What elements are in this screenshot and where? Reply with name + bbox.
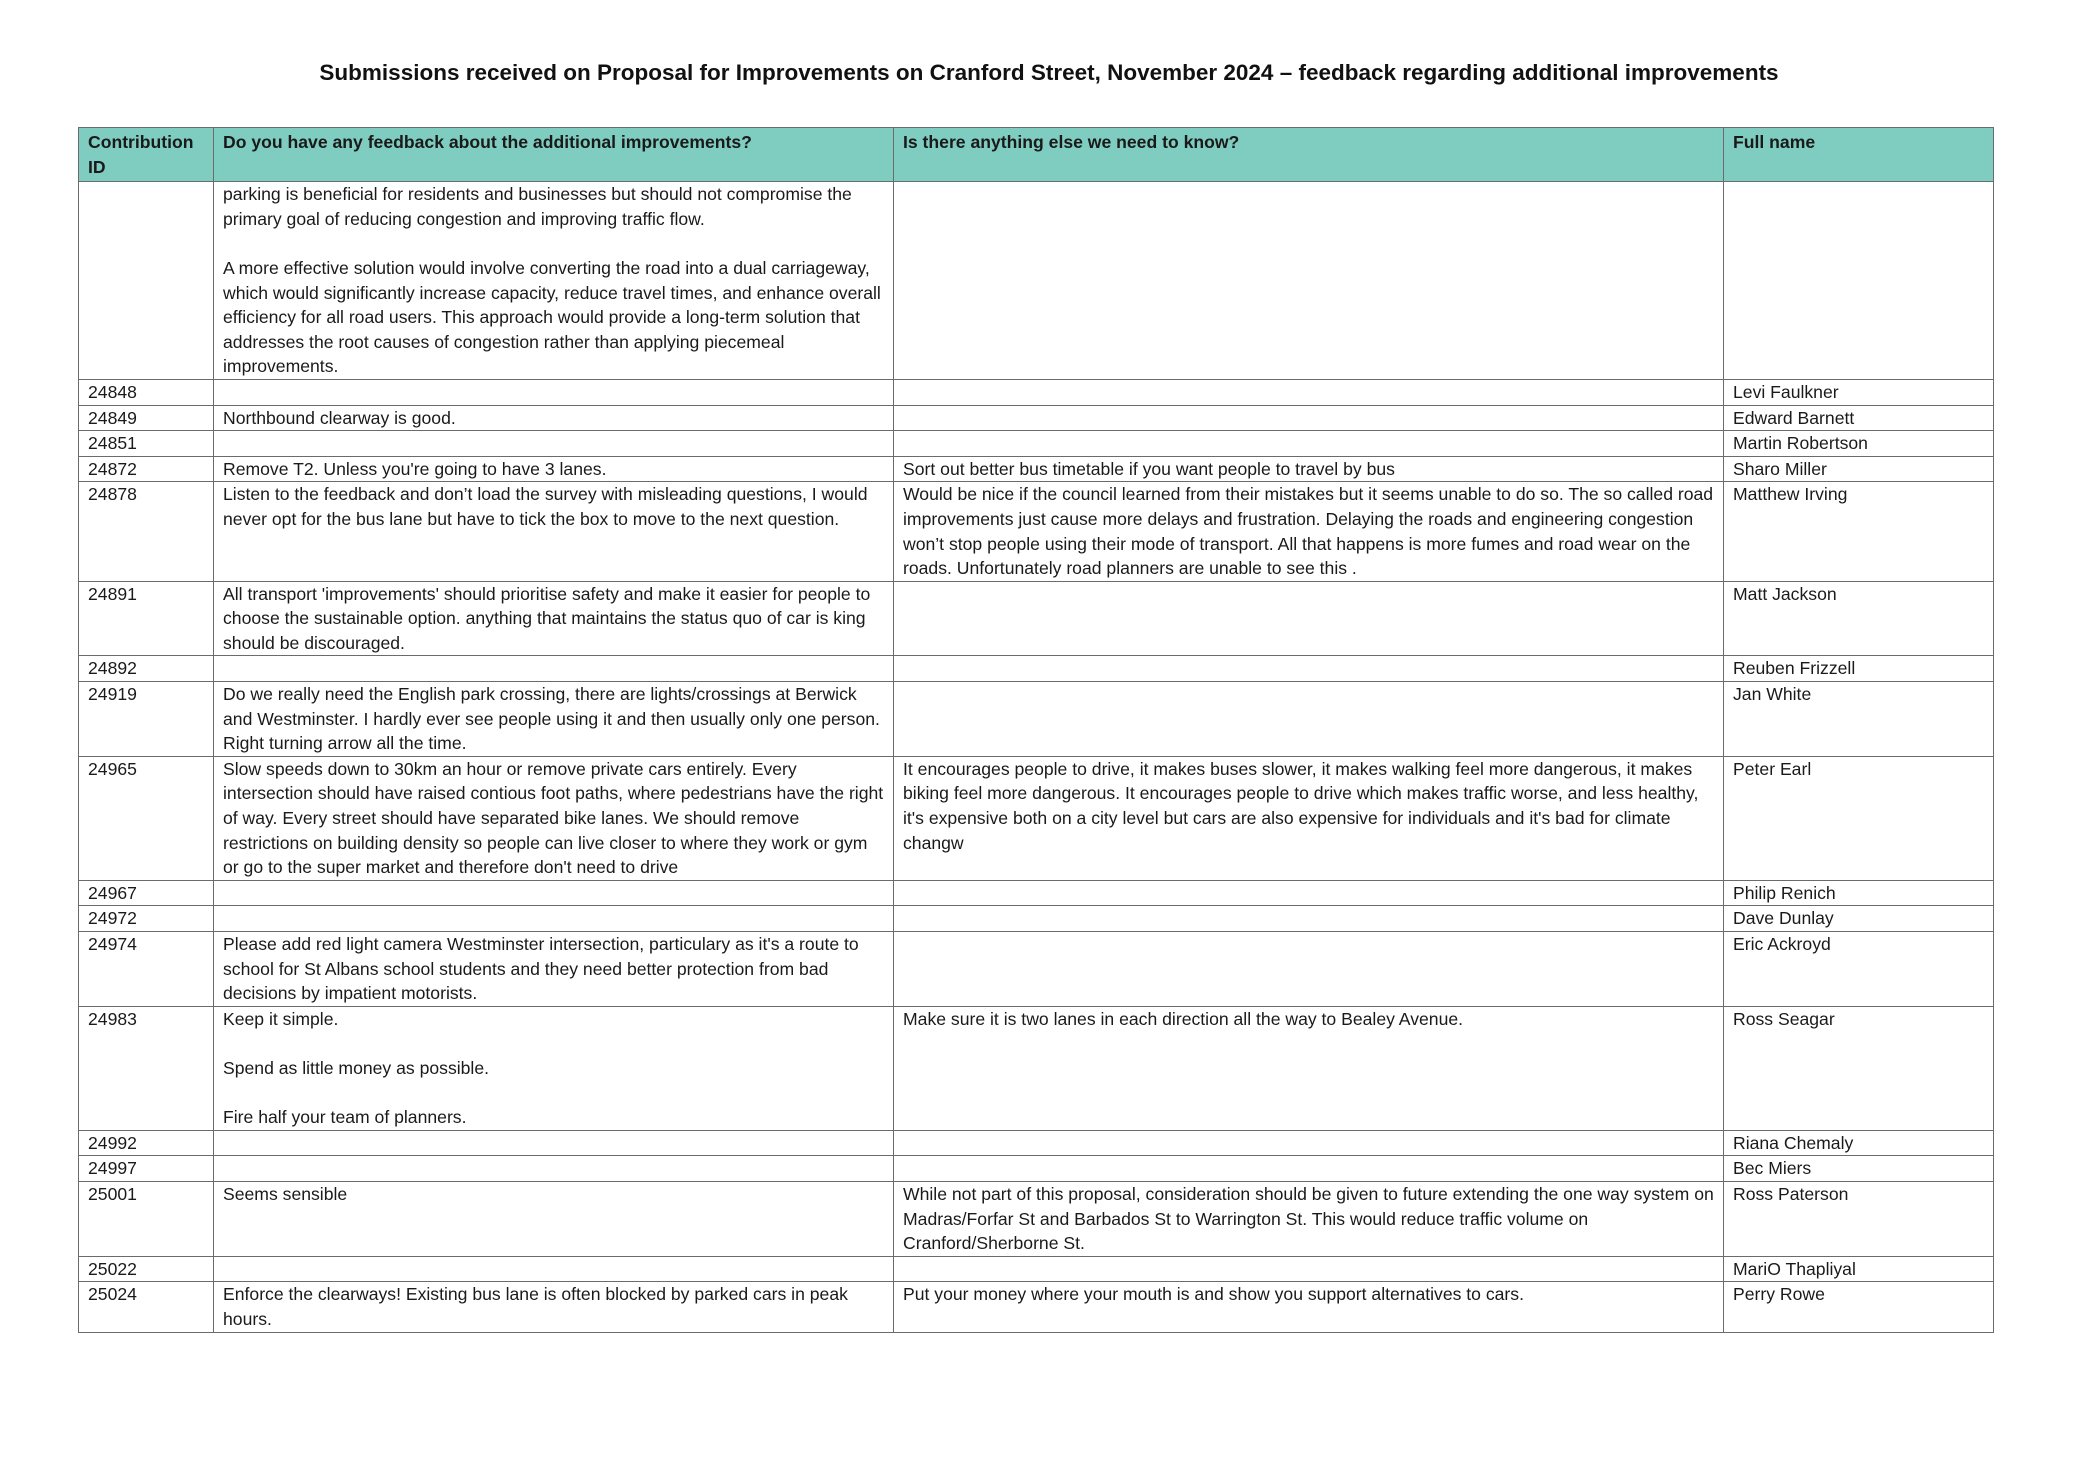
cell-anything-else [894, 379, 1724, 405]
cell-anything-else [894, 656, 1724, 682]
table-row [79, 456, 1994, 482]
table-row [79, 379, 1994, 405]
table-row [79, 405, 1994, 431]
cell-contribution-id: 24919 [79, 682, 214, 757]
cell-anything-else [894, 906, 1724, 932]
cell-full-name: Matt Jackson [1724, 581, 1994, 656]
cell-feedback [214, 1130, 894, 1156]
cell-contribution-id: 24878 [79, 482, 214, 581]
cell-contribution-id: 24967 [79, 880, 214, 906]
cell-feedback: Slow speeds down to 30km an hour or remove private cars entirely. Every intersection should have raised contious foot paths, where pedestrians have the right of way. Every street should have separated bike lanes. We should remove restrictions on building density so people can live closer to where they work or gym or go to the super market and therefore don't need to drive [214, 756, 894, 880]
cell-feedback: parking is beneficial for residents and businesses but should not compromise the primary goal of reducing congestion and improving traffic flow. A more effective solution would involve converting the road into a dual carriageway, which would significantly increase capacity, reduce travel times, and enhance overall efficiency for all road users. This approach would provide a long-term solution that addresses the root causes of congestion rather than applying piecemeal improvements. [214, 182, 894, 380]
cell-full-name: Levi Faulkner [1724, 379, 1994, 405]
table-row [79, 1006, 1994, 1130]
cell-full-name: Ross Seagar [1724, 1006, 1994, 1130]
table-row [79, 880, 1994, 906]
cell-contribution-id: 24848 [79, 379, 214, 405]
cell-feedback: Remove T2. Unless you're going to have 3 lanes. [214, 456, 894, 482]
cell-feedback: Please add red light camera Westminster intersection, particulary as it's a route to school for St Albans school students and they need better protection from bad decisions by impatient motorists. [214, 932, 894, 1007]
cell-contribution-id: 24992 [79, 1130, 214, 1156]
table-row [79, 431, 1994, 457]
cell-contribution-id: 24972 [79, 906, 214, 932]
cell-full-name: MariO Thapliyal [1724, 1256, 1994, 1282]
cell-feedback: Seems sensible [214, 1181, 894, 1256]
header-full-name: Full name [1724, 128, 1994, 182]
page-title: Submissions received on Proposal for Improvements on Cranford Street, November 2024 – feedback regarding additional improvements [319, 60, 1779, 85]
cell-feedback [214, 1256, 894, 1282]
table-row [79, 906, 1994, 932]
cell-full-name [1724, 182, 1994, 380]
cell-full-name: Philip Renich [1724, 880, 1994, 906]
cell-contribution-id [79, 182, 214, 380]
cell-feedback [214, 379, 894, 405]
cell-full-name: Sharo Miller [1724, 456, 1994, 482]
cell-contribution-id: 24891 [79, 581, 214, 656]
cell-anything-else: Put your money where your mouth is and show you support alternatives to cars. [894, 1282, 1724, 1332]
cell-contribution-id: 24892 [79, 656, 214, 682]
cell-full-name: Peter Earl [1724, 756, 1994, 880]
cell-full-name: Jan White [1724, 682, 1994, 757]
table-row [79, 932, 1994, 1007]
table-row [79, 682, 1994, 757]
cell-anything-else [894, 182, 1724, 380]
cell-contribution-id: 25024 [79, 1282, 214, 1332]
cell-feedback: Enforce the clearways! Existing bus lane is often blocked by parked cars in peak hours. [214, 1282, 894, 1332]
header-contribution-id: Contribution ID [79, 128, 214, 182]
table-row [79, 581, 1994, 656]
table-row [79, 1130, 1994, 1156]
cell-feedback: Northbound clearway is good. [214, 405, 894, 431]
cell-feedback: Do we really need the English park crossing, there are lights/crossings at Berwick and Westminster. I hardly ever see people using it and then usually only one person. Right turning arrow all the time. [214, 682, 894, 757]
cell-feedback [214, 656, 894, 682]
cell-anything-else [894, 1256, 1724, 1282]
cell-anything-else [894, 405, 1724, 431]
cell-full-name: Bec Miers [1724, 1156, 1994, 1182]
table-row [79, 482, 1994, 581]
cell-full-name: Martin Robertson [1724, 431, 1994, 457]
cell-contribution-id: 24965 [79, 756, 214, 880]
cell-feedback [214, 906, 894, 932]
header-anything-else: Is there anything else we need to know? [894, 128, 1724, 182]
table-body [79, 182, 1994, 1332]
cell-contribution-id: 24997 [79, 1156, 214, 1182]
cell-contribution-id: 25001 [79, 1181, 214, 1256]
cell-contribution-id: 24872 [79, 456, 214, 482]
cell-anything-else [894, 880, 1724, 906]
cell-feedback: Listen to the feedback and don’t load the survey with misleading questions, I would never opt for the bus lane but have to tick the box to move to the next question. [214, 482, 894, 581]
cell-anything-else: Would be nice if the council learned from their mistakes but it seems unable to do so. The so called road improvements just cause more delays and frustration. Delaying the roads and engineering congestion won’t stop people using their mode of transport. All that happens is more fumes and road wear on the roads. Unfortunately road planners are unable to see this . [894, 482, 1724, 581]
table-row [79, 656, 1994, 682]
cell-anything-else: It encourages people to drive, it makes buses slower, it makes walking feel more dangerous, it makes biking feel more dangerous. It encourages people to drive which makes traffic worse, and less healthy, it's expensive both on a city level but cars are also expensive for individuals and it's bad for climate changw [894, 756, 1724, 880]
cell-full-name: Ross Paterson [1724, 1181, 1994, 1256]
table-header-row [79, 128, 1994, 182]
cell-full-name: Eric Ackroyd [1724, 932, 1994, 1007]
cell-anything-else [894, 932, 1724, 1007]
cell-feedback [214, 431, 894, 457]
cell-contribution-id: 24849 [79, 405, 214, 431]
cell-full-name: Riana Chemaly [1724, 1130, 1994, 1156]
cell-full-name: Matthew Irving [1724, 482, 1994, 581]
cell-anything-else [894, 431, 1724, 457]
cell-anything-else [894, 1156, 1724, 1182]
table-row [79, 1156, 1994, 1182]
cell-anything-else: Sort out better bus timetable if you want people to travel by bus [894, 456, 1724, 482]
cell-anything-else: While not part of this proposal, consideration should be given to future extending the one way system on Madras/Forfar St and Barbados St to Warrington St. This would reduce traffic volume on Cranford/Sherborne St. [894, 1181, 1724, 1256]
submissions-table [78, 127, 1994, 1333]
cell-anything-else [894, 1130, 1724, 1156]
cell-contribution-id: 24851 [79, 431, 214, 457]
table-row [79, 1181, 1994, 1256]
cell-feedback [214, 880, 894, 906]
cell-feedback [214, 1156, 894, 1182]
cell-contribution-id: 25022 [79, 1256, 214, 1282]
cell-feedback: Keep it simple. Spend as little money as possible. Fire half your team of planners. [214, 1006, 894, 1130]
cell-full-name: Dave Dunlay [1724, 906, 1994, 932]
cell-full-name: Perry Rowe [1724, 1282, 1994, 1332]
table-row [79, 182, 1994, 380]
cell-anything-else: Make sure it is two lanes in each direction all the way to Bealey Avenue. [894, 1006, 1724, 1130]
cell-contribution-id: 24974 [79, 932, 214, 1007]
cell-anything-else [894, 682, 1724, 757]
cell-contribution-id: 24983 [79, 1006, 214, 1130]
cell-anything-else [894, 581, 1724, 656]
table-row [79, 756, 1994, 880]
header-feedback: Do you have any feedback about the additional improvements? [214, 128, 894, 182]
table-row [79, 1256, 1994, 1282]
table-row [79, 1282, 1994, 1332]
cell-full-name: Edward Barnett [1724, 405, 1994, 431]
cell-full-name: Reuben Frizzell [1724, 656, 1994, 682]
cell-feedback: All transport 'improvements' should prioritise safety and make it easier for people to choose the sustainable option. anything that maintains the status quo of car is king should be discouraged. [214, 581, 894, 656]
